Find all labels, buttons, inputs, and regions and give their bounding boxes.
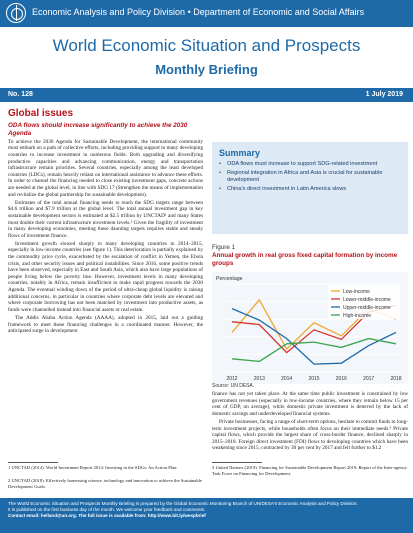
summary-box	[212, 142, 408, 234]
footer-banner	[0, 498, 413, 533]
x-tick-label: 2014	[281, 376, 293, 382]
figure-title: Annual growth in real gross fixed capital formation by income groups	[212, 252, 398, 267]
figure-label: Figure 1	[212, 244, 236, 251]
x-tick-label: 2015	[308, 376, 320, 382]
x-tick-label: 2017	[363, 376, 375, 382]
body-paragraph: Investment growth slowed sharply in many developing countries in 2014–2015, especially in low-income countries (see figure 1). This deterioration is partially explained by the commodity price cycle, exacerbated by the escalation of conflict in Yemen, the Ebola crisis, and other security issues and political instabilities. Since 2016, some positive trends have been observed, especially in East and South Asia, which also have large populations of people living below the poverty line. However, investment levels in many developing countries, notably in Africa, remain insufficient to make rapid progress towards the 2030 Agenda. The eventual winding down of the period of ultra-cheap global liquidity is raising additional concerns, in particular in countries where corporate debt levels are elevated and where corporate borrowing has not been matched by investment into productive assets, as funds were channelled instead into financial assets or real estate.	[8, 240, 203, 313]
legend-label: Low-income	[343, 288, 370, 295]
legend-label: Lower-middle-income	[343, 296, 391, 303]
footer-text: The World Economic Situation and Prospects Monthly Briefing is prepared by the Global Economic Monitoring Branch of UN/DESA's Economic Analysis and Policy Division.	[8, 501, 358, 506]
body-paragraph: finance has not yet taken place. At the same time public investment is constrained by low government revenues (especially in low-income countries, where they remain below 15 per cent of GDP, on average), while domestic private investment is deterred by the lack of domestic savings and underdeveloped financial systems.	[212, 391, 408, 417]
publication-subtitle: Monthly Briefing	[155, 62, 258, 77]
footnote-divider	[212, 462, 262, 463]
footnote: 2 UNCTAD (2018). Effectively harnessing science, technology and innovation to achieve the Sustainable Development Goals.	[8, 478, 202, 489]
un-emblem-icon	[6, 3, 26, 23]
lead-headline: ODA flows should increase significantly to achieve the 2030 Agenda	[8, 122, 188, 137]
x-tick-label: 2013	[253, 376, 265, 382]
body-paragraph: Private businesses, facing a range of short-term options, hesitate to commit funds to long-term investment projects, while households often focus on their immediate needs.³ Private capital flows, which provide the largest share of cross-border finance, declined sharply in 2015–2018. Foreign direct investment (FDI) flows to developing countries which have been weakening since 2015, contracted by 30 per cent by 2017 and fell further to $1.2	[212, 418, 408, 452]
summary-title: Summary	[219, 148, 261, 158]
footnote: 1 UNCTAD (2014). World Investment Report 2014: Investing in the SDGs: An Action Plan.	[8, 465, 178, 470]
x-tick-label: 2016	[335, 376, 347, 382]
summary-item: • Regional integration in Africa and Asia is crucial for sustainable development	[219, 170, 401, 184]
figure-source: Source: UN DESA.	[212, 383, 255, 389]
issue-number: No. 128	[8, 91, 33, 98]
footnote: 3 United Nations (2019). Financing for Sustainable Development Report 2019, Report of the Inter-agency Task Force on Financing for Development.	[212, 465, 407, 476]
body-paragraph: Estimates of the total annual financing needs to reach the SDG targets range between $4.6 trillion and $7.9 trillion at the global level. The total annual investment gap in key sustainable development sectors is estimated at $2.5 trillion by UNCTAD¹ and many States must double their current infrastructure investment levels.² Given the fragility of investment in many developing economies, meeting these daunting targets requires stable and steady flows of investment finance.	[8, 199, 203, 239]
growth-line-chart	[212, 272, 408, 384]
x-tick-label: 2012	[226, 376, 238, 382]
summary-item: • China's direct investment in Latin America slows	[219, 186, 401, 193]
footer-text: It is published on the first business day of the month. We welcome your feedback and comments.	[8, 506, 206, 512]
issue-bar	[0, 88, 413, 102]
publication-title: World Economic Situation and Prospects	[52, 36, 361, 55]
y-axis-label: Percentage	[216, 276, 243, 282]
summary-item: • ODA flows must increase to support SDG-related investment	[219, 161, 401, 168]
legend-label: High-income	[343, 312, 372, 319]
left-column	[8, 108, 203, 335]
legend-label: Upper-middle-income	[343, 304, 391, 311]
right-column-text	[212, 391, 408, 452]
footnote-divider	[8, 462, 58, 463]
division-name: Economic Analysis and Policy Division • Department of Economic and Social Affairs	[32, 7, 365, 17]
issue-date: 1 July 2019	[365, 91, 403, 98]
body-paragraph: To achieve the 2030 Agenda for Sustainable Development, the international community must embark on a path of collective efforts, including providing support to many developing countries to increase investment in numerous fields. Both upgrading and diversifying productive capacities and advancing communication, energy and transportation infrastructure remain priorities. Several countries, especially among the least developed countries (LDCs), remain heavily reliant on international assistance to advance these efforts. In order to channel the financing needed to close existing investment gaps, concrete actions are needed at the global level, in line with SDG 17 (Strengthen the means of implementation and revitalize the global partnership for sustainable development).	[8, 138, 203, 198]
top-banner	[0, 0, 413, 27]
x-tick-label: 2018	[390, 376, 402, 382]
section-title: Global issues	[8, 108, 74, 119]
body-paragraph: The Addis Ababa Action Agenda (AAAA), adopted in 2015, laid out a guiding framework to meet these financing challenges in a coordinated manner. However, the anticipated surge in development	[8, 315, 203, 335]
footer-contact[interactable]: Contact email: helland@un.org. The full issue is available from: http://www.bit.ly/wespbrief	[8, 512, 206, 518]
